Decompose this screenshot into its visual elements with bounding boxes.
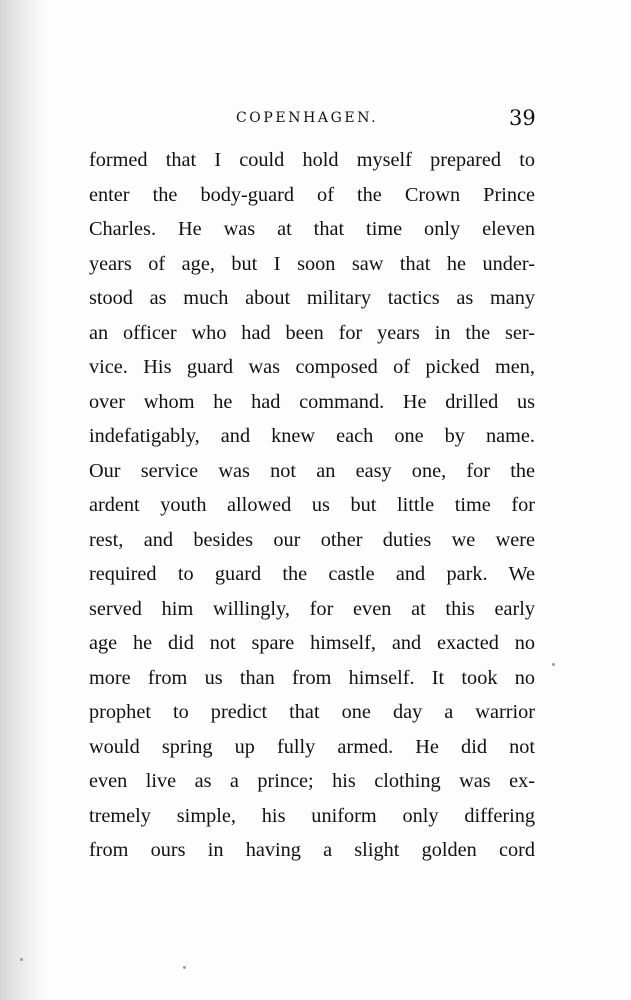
running-head-title: COPENHAGEN. bbox=[236, 110, 379, 126]
text-line: rest, and besides our other duties we were bbox=[89, 528, 535, 551]
text-line: vice. His guard was composed of picked men, bbox=[89, 356, 535, 378]
text-line: indefatigably, and knew each one by name. bbox=[89, 425, 535, 447]
text-line: ardent youth allowed us but little time for bbox=[89, 494, 535, 516]
paper-speck bbox=[20, 958, 23, 961]
text-line: years of age, but I soon saw that he under- bbox=[89, 252, 535, 275]
text-line: even live as a prince; his clothing was ex- bbox=[89, 770, 535, 792]
text-line: age he did not spare himself, and exacted no bbox=[89, 632, 535, 654]
body-text bbox=[89, 143, 535, 868]
text-line: formed that I could hold myself prepared to bbox=[89, 149, 535, 171]
text-line: enter the body-guard of the Crown Prince bbox=[89, 183, 535, 206]
text-line: an officer who had been for years in the ser- bbox=[89, 321, 535, 344]
page-number: 39 bbox=[509, 106, 536, 130]
text-line: more from us than from himself. It took no bbox=[89, 666, 535, 689]
paper-speck bbox=[552, 663, 555, 666]
text-line: tremely simple, his uniform only differing bbox=[89, 804, 535, 827]
text-line: stood as much about military tactics as many bbox=[89, 287, 535, 309]
text-line: Charles. He was at that time only eleven bbox=[89, 218, 535, 240]
text-line: would spring up fully armed. He did not bbox=[89, 735, 535, 758]
text-line: over whom he had command. He drilled us bbox=[89, 390, 535, 413]
paper-speck bbox=[183, 966, 186, 969]
text-line: Our service was not an easy one, for the bbox=[89, 459, 535, 482]
text-line: prophet to predict that one day a warrior bbox=[89, 701, 535, 723]
text-line: served him willingly, for even at this early bbox=[89, 597, 535, 620]
page-gutter-shadow bbox=[0, 0, 46, 1000]
text-line: from ours in having a slight golden cord bbox=[89, 839, 535, 861]
text-line: required to guard the castle and park. We bbox=[89, 563, 535, 585]
